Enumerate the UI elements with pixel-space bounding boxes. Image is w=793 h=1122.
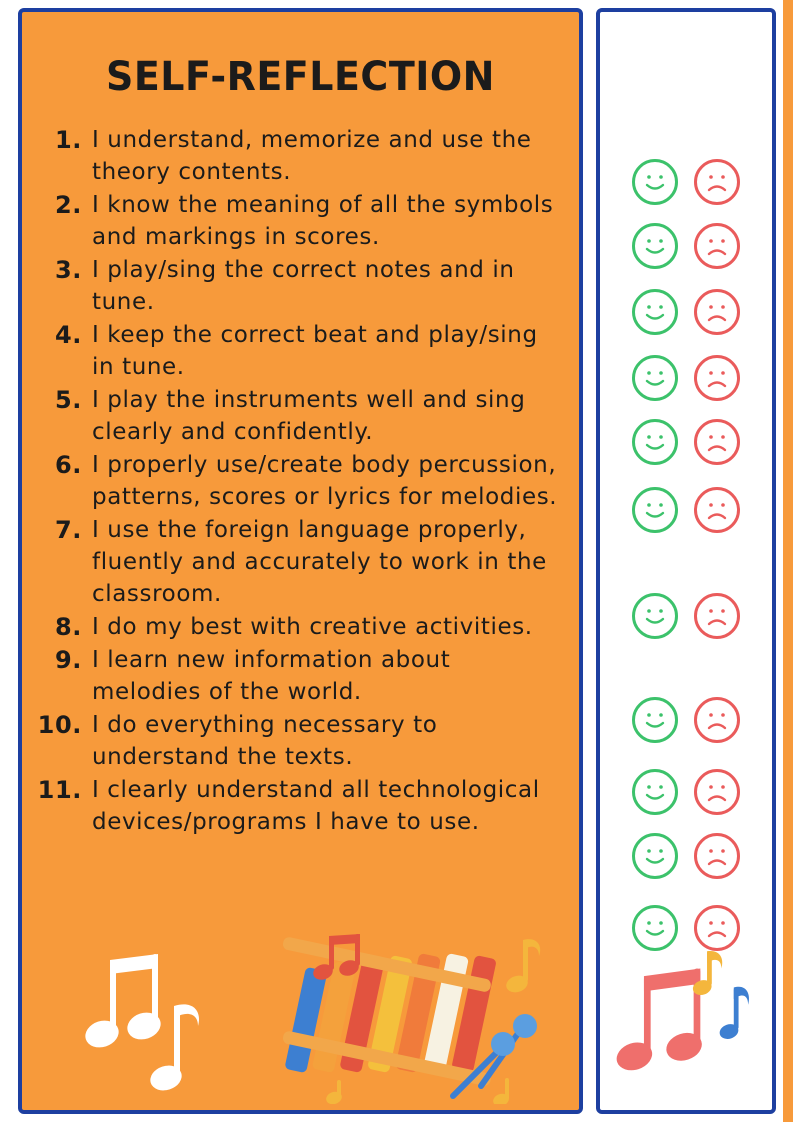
sad-face-icon[interactable]: [694, 289, 740, 335]
list-item: [36, 514, 565, 610]
list-item-text: I learn new information about melodies of the world.: [92, 647, 451, 705]
response-row: [600, 414, 772, 470]
self-reflection-panel: [18, 8, 583, 1114]
happy-face-icon[interactable]: [632, 697, 678, 743]
response-row: [600, 900, 772, 956]
sad-face-icon[interactable]: [694, 355, 740, 401]
page-title: SELF-REFLECTION: [105, 52, 495, 100]
list-item-text: I properly use/create body percussion, patterns, scores or lyrics for melodies.: [92, 452, 558, 510]
list-item: [36, 611, 565, 643]
happy-face-icon[interactable]: [632, 419, 678, 465]
happy-face-icon[interactable]: [632, 223, 678, 269]
happy-face-icon[interactable]: [632, 905, 678, 951]
list-item: [36, 189, 565, 253]
response-row: [600, 284, 772, 340]
xylophone-icon: [267, 934, 557, 1104]
list-item: [36, 319, 565, 383]
list-item: [36, 709, 565, 773]
sad-face-icon[interactable]: [694, 159, 740, 205]
happy-face-icon[interactable]: [632, 593, 678, 639]
list-item-text: I understand, memorize and use the theory contents.: [92, 127, 532, 185]
sad-face-icon[interactable]: [694, 769, 740, 815]
list-item: [36, 449, 565, 513]
list-item-number: 4.: [54, 321, 82, 349]
list-item: [36, 124, 565, 188]
happy-face-icon[interactable]: [632, 769, 678, 815]
response-row: [600, 692, 772, 748]
sad-face-icon[interactable]: [694, 905, 740, 951]
list-item-text: I use the foreign language properly, fluently and accurately to work in the classroom.: [92, 517, 547, 607]
list-item: [36, 384, 565, 448]
sad-face-icon[interactable]: [694, 593, 740, 639]
response-row: [600, 154, 772, 210]
happy-face-icon[interactable]: [632, 487, 678, 533]
response-row: [600, 764, 772, 820]
music-notes-icon: [82, 952, 222, 1092]
response-row: [600, 828, 772, 884]
happy-face-icon[interactable]: [632, 355, 678, 401]
response-row: [600, 350, 772, 406]
list-item-text: I play the instruments well and sing clearly and confidently.: [92, 387, 526, 445]
list-item-number: 3.: [54, 256, 82, 284]
list-item-number: 2.: [54, 191, 82, 219]
happy-face-icon[interactable]: [632, 159, 678, 205]
response-row: [600, 588, 772, 644]
sad-face-icon[interactable]: [694, 833, 740, 879]
list-item-number: 1.: [54, 126, 82, 154]
list-item: [36, 254, 565, 318]
list-item-text: I clearly understand all technological devices/programs I have to use.: [92, 777, 540, 835]
list-item-number: 6.: [54, 451, 82, 479]
list-item-number: 10.: [37, 711, 82, 739]
reflection-statement-list: [22, 124, 579, 838]
sad-face-icon[interactable]: [694, 223, 740, 269]
list-item-text: I do everything necessary to understand the texts.: [92, 712, 438, 770]
list-item-number: 11.: [37, 776, 82, 804]
list-item-text: I do my best with creative activities.: [92, 614, 533, 640]
happy-face-icon[interactable]: [632, 833, 678, 879]
list-item-text: I know the meaning of all the symbols and markings in scores.: [92, 192, 554, 250]
list-item-number: 5.: [54, 386, 82, 414]
sad-face-icon[interactable]: [694, 419, 740, 465]
list-item: [36, 644, 565, 708]
list-item-number: 8.: [54, 613, 82, 641]
page-edge-strip: [783, 0, 793, 1122]
response-row: [600, 218, 772, 274]
sad-face-icon[interactable]: [694, 697, 740, 743]
response-column: [596, 8, 776, 1114]
list-item-number: 7.: [54, 516, 82, 544]
list-item: [36, 774, 565, 838]
list-item-text: I play/sing the correct notes and in tune.: [92, 257, 515, 315]
response-row: [600, 482, 772, 538]
list-item-text: I keep the correct beat and play/sing in tune.: [92, 322, 538, 380]
music-notes-decoration-icon: [600, 946, 772, 1096]
list-item-number: 9.: [54, 646, 82, 674]
sad-face-icon[interactable]: [694, 487, 740, 533]
happy-face-icon[interactable]: [632, 289, 678, 335]
